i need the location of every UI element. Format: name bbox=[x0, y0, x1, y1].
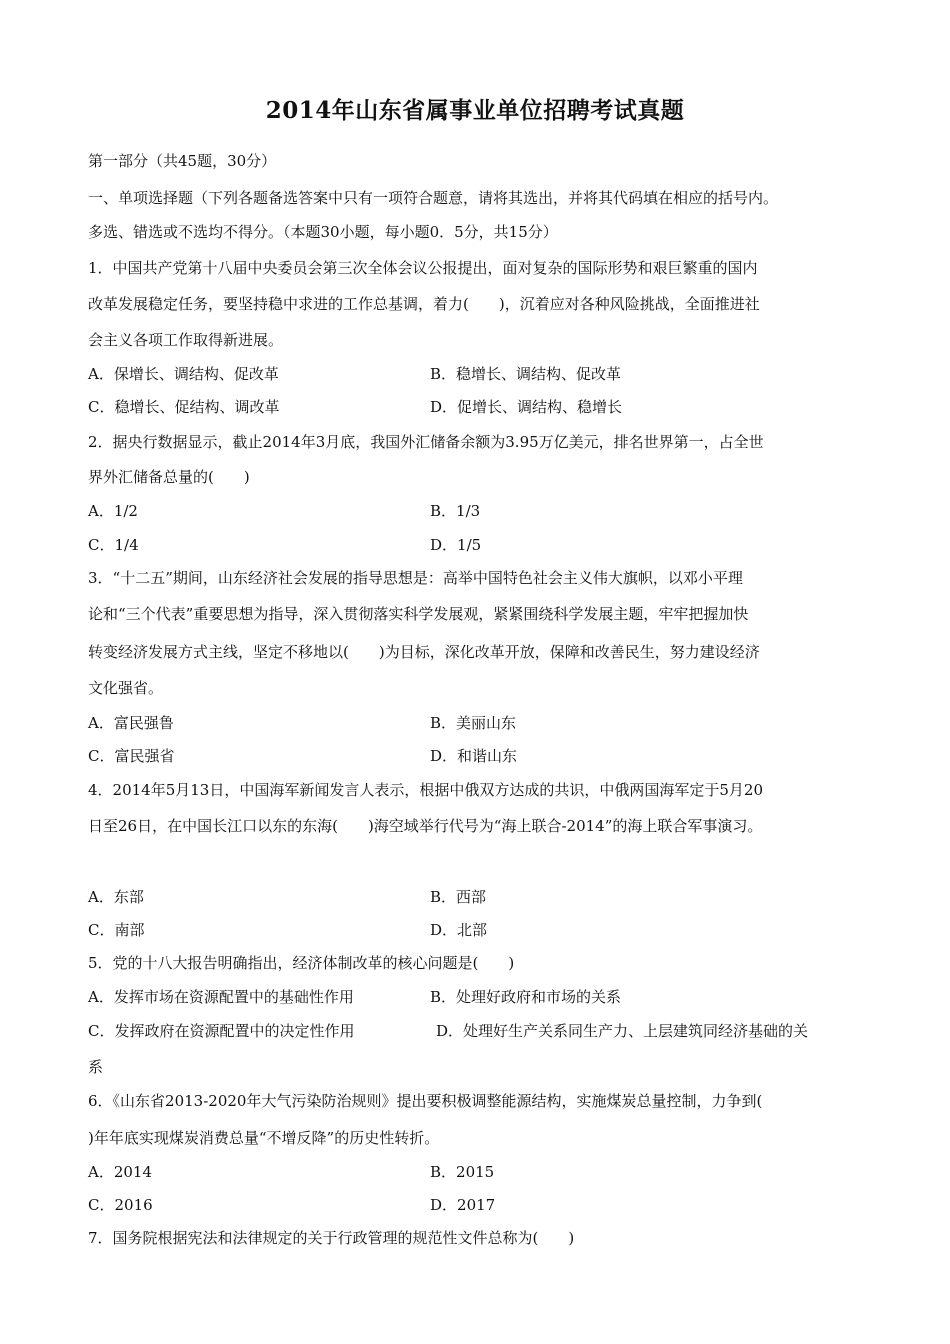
question-6-line: )年年底实现煤炭消费总量“不增反降”的历史性转折。 bbox=[88, 1129, 440, 1147]
question-1-line: 1．中国共产党第十八届中央委员会第三次全体会议公报提出，面对复杂的国际形势和艰巨繁重的国内 bbox=[88, 259, 758, 277]
question-4-line: 4．2014年5月13日，中国海军新闻发言人表示，根据中俄双方达成的共识，中俄两国海军定于5月20 bbox=[88, 781, 763, 799]
question-3-option-d: D．和谐山东 bbox=[430, 747, 518, 765]
question-7-line: 7．国务院根据宪法和法律规定的关于行政管理的规范性文件总称为( ) bbox=[88, 1229, 575, 1247]
question-3-line: 转变经济发展方式主线，坚定不移地以( )为目标，深化改革开放，保障和改善民生，努力建设经济 bbox=[88, 643, 760, 661]
question-6-option-a: A．2014 bbox=[88, 1163, 153, 1181]
part-heading: 第一部分（共45题，30分） bbox=[88, 152, 277, 170]
question-1-option-a: A．保增长、调结构、促改革 bbox=[88, 365, 279, 383]
question-3-line: 文化强省。 bbox=[88, 679, 164, 697]
question-3-option-a: A．富民强鲁 bbox=[88, 714, 174, 732]
question-5-option-c: C．发挥政府在资源配置中的决定性作用 bbox=[88, 1022, 355, 1040]
question-4-option-b: B．西部 bbox=[430, 888, 487, 906]
question-6-option-c: C．2016 bbox=[88, 1196, 153, 1214]
question-4-option-a: A．东部 bbox=[88, 888, 144, 906]
question-2-option-d: D．1/5 bbox=[430, 536, 482, 554]
question-1-option-d: D．促增长、调结构、稳增长 bbox=[430, 398, 623, 416]
question-2-line: 界外汇储备总量的( ) bbox=[88, 468, 250, 486]
question-3-line: 3．“十二五”期间，山东经济社会发展的指导思想是：高举中国特色社会主义伟大旗帜，以邓小平理 bbox=[88, 569, 743, 587]
question-6-option-b: B．2015 bbox=[430, 1163, 495, 1181]
page-title: 2014年山东省属事业单位招聘考试真题 bbox=[265, 97, 685, 124]
question-1-option-c: C．稳增长、促结构、调改革 bbox=[88, 398, 280, 416]
question-6-option-d: D．2017 bbox=[430, 1196, 496, 1214]
question-4-option-d: D．北部 bbox=[430, 921, 488, 939]
question-2-option-a: A．1/2 bbox=[88, 502, 138, 520]
section-instruction-line: 多选、错选或不选均不得分。（本题30小题，每小题0．5分，共15分） bbox=[88, 223, 558, 241]
question-4-option-c: C．南部 bbox=[88, 921, 145, 939]
question-1-line: 改革发展稳定任务，要坚持稳中求进的工作总基调，着力( )，沉着应对各种风险挑战，全面推进社 bbox=[88, 295, 760, 313]
section-instruction-line: 一、单项选择题（下列各题备选答案中只有一项符合题意，请将其选出，并将其代码填在相应的括号内。 bbox=[88, 189, 779, 207]
question-5-option-b: B．处理好政府和市场的关系 bbox=[430, 988, 622, 1006]
question-5-option-d-wrap: 系 bbox=[88, 1058, 104, 1076]
question-1-line: 会主义各项工作取得新进展。 bbox=[88, 331, 284, 349]
question-1-option-b: B．稳增长、调结构、促改革 bbox=[430, 365, 622, 383]
question-3-option-c: C．富民强省 bbox=[88, 747, 175, 765]
question-2-option-c: C．1/4 bbox=[88, 536, 139, 554]
question-5-line: 5．党的十八大报告明确指出，经济体制改革的核心问题是( ) bbox=[88, 954, 515, 972]
question-2-line: 2．据央行数据显示，截止2014年3月底，我国外汇储备余额为3.95万亿美元，排名世界第一，占全世 bbox=[88, 433, 764, 451]
question-2-option-b: B．1/3 bbox=[430, 502, 481, 520]
question-3-option-b: B．美丽山东 bbox=[430, 714, 517, 732]
question-5-option-a: A．发挥市场在资源配置中的基础性作用 bbox=[88, 988, 354, 1006]
question-5-option-d: D．处理好生产关系同生产力、上层建筑同经济基础的关 bbox=[436, 1022, 809, 1040]
question-3-line: 论和“三个代表”重要思想为指导，深入贯彻落实科学发展观，紧紧围绕科学发展主题，牢牢把握加快 bbox=[88, 605, 749, 623]
question-6-line: 6．《山东省2013-2020年大气污染防治规则》提出要积极调整能源结构，实施煤炭总量控制，力争到( bbox=[88, 1092, 763, 1110]
question-4-line: 日至26日，在中国长江口以东的东海( )海空域举行代号为“海上联合-2014”的海上联合军事演习。 bbox=[88, 817, 763, 835]
